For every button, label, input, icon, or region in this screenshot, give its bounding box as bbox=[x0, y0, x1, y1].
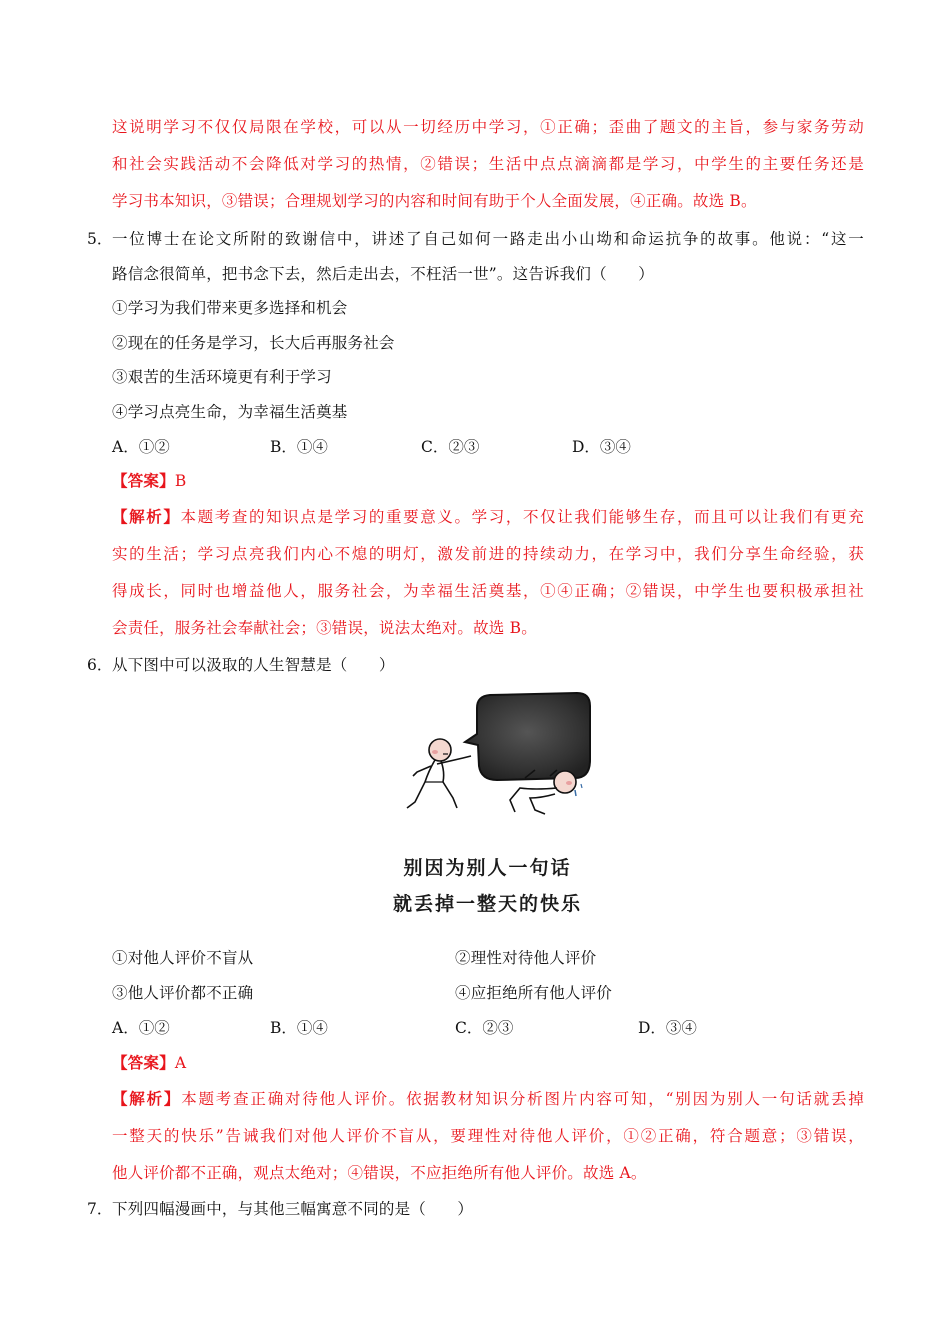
q5-analysis-line-4: 会责任，服务社会奉献社会；③错误，说法太绝对。故选 B。 bbox=[112, 619, 537, 637]
q6-cartoon-caption-line-1: 别因为别人一句话 bbox=[403, 857, 572, 879]
q5-analysis-text-1: 本题考查的知识点是学习的重要意义。学习，不仅让我们能够生存，而且可以让我们有更充 bbox=[180, 508, 864, 526]
q6-answer-value: A bbox=[174, 1054, 187, 1072]
q5-option-c: C．②③ bbox=[421, 438, 480, 456]
q6-option-a: A．①② bbox=[112, 1019, 170, 1037]
q5-answer-value: B bbox=[174, 472, 187, 490]
q6-statement-1: ①对他人评价不盲从 bbox=[112, 949, 254, 967]
q6-analysis-text-1: 本题考查正确对待他人评价。依据教材知识分析图片内容可知，“别因为别人一句话就丢掉 bbox=[181, 1090, 864, 1108]
q6-statement-2: ②理性对待他人评价 bbox=[455, 949, 597, 967]
q6-statement-3: ③他人评价都不正确 bbox=[112, 984, 254, 1002]
q5-statement-1: ①学习为我们带来更多选择和机会 bbox=[112, 299, 348, 317]
prev-analysis-line-3: 学习书本知识，③错误；合理规划学习的内容和时间有助于个人全面发展，④正确。故选 B。 bbox=[112, 192, 757, 210]
q5-option-b: B．①④ bbox=[270, 438, 328, 456]
cartoon-illustration-icon bbox=[385, 690, 595, 820]
q5-analysis-line-2: 实的生活；学习点亮我们内心不熄的明灯，激发前进的持续动力，在学习中，我们分享生命经验，获 bbox=[112, 545, 864, 563]
q5-analysis-tag: 【解析】 bbox=[112, 507, 181, 526]
q5-statement-4: ④学习点亮生命，为幸福生活奠基 bbox=[112, 403, 348, 421]
q5-answer-tag: 【答案】 bbox=[112, 471, 175, 490]
q5-statement-2: ②现在的任务是学习，长大后再服务社会 bbox=[112, 334, 395, 352]
q5-option-a: A．①② bbox=[112, 438, 170, 456]
q5-stem-line-1: 一位博士在论文所附的致谢信中，讲述了自己如何一路走出小山坳和命运抗争的故事。他说：“这一 bbox=[112, 230, 864, 248]
q5-answer bbox=[112, 471, 186, 491]
q6-analysis-line-3: 他人评价都不正确，观点太绝对；④错误，不应拒绝所有他人评价。故选 A。 bbox=[112, 1164, 647, 1182]
q5-stem-line-2: 路信念很简单，把书念下去，然后走出去，不枉活一世”。这告诉我们（ ） bbox=[112, 265, 654, 283]
q5-statement-3: ③艰苦的生活环境更有利于学习 bbox=[112, 368, 332, 386]
q6-analysis-line-2: 一整天的快乐”告诫我们对他人评价不盲从，要理性对待他人评价，①②正确，符合题意；③错误， bbox=[112, 1127, 864, 1145]
prev-analysis-line-1: 这说明学习不仅仅局限在学校，可以从一切经历中学习，①正确；歪曲了题文的主旨，参与家务劳动 bbox=[112, 118, 864, 136]
q5-option-d: D．③④ bbox=[572, 438, 631, 456]
prev-analysis-line-2: 和社会实践活动不会降低对学习的热情，②错误；生活中点点滴滴都是学习，中学生的主要任务还是 bbox=[112, 155, 864, 173]
q6-statement-4: ④应拒绝所有他人评价 bbox=[455, 984, 613, 1002]
q5-analysis-line-1 bbox=[112, 507, 864, 527]
q6-stem: 从下图中可以汲取的人生智慧是（ ） bbox=[112, 656, 395, 674]
q6-number: 6． bbox=[87, 656, 113, 674]
q6-cartoon-image bbox=[385, 690, 595, 820]
q5-number: 5． bbox=[87, 230, 113, 248]
q7-number: 7． bbox=[87, 1200, 113, 1218]
q7-stem: 下列四幅漫画中，与其他三幅寓意不同的是（ ） bbox=[112, 1200, 474, 1218]
q6-answer-tag: 【答案】 bbox=[112, 1053, 175, 1072]
q6-analysis-line-1 bbox=[112, 1089, 864, 1109]
q6-option-b: B．①④ bbox=[270, 1019, 328, 1037]
q6-option-c: C．②③ bbox=[455, 1019, 514, 1037]
q6-cartoon-caption-line-2: 就丢掉一整天的快乐 bbox=[392, 893, 582, 915]
q5-analysis-line-3: 得成长，同时也增益他人，服务社会，为幸福生活奠基，①④正确；②错误，中学生也要积极承担社 bbox=[112, 582, 864, 600]
q6-analysis-tag: 【解析】 bbox=[112, 1089, 182, 1108]
q6-option-d: D．③④ bbox=[638, 1019, 697, 1037]
q6-answer bbox=[112, 1053, 186, 1073]
